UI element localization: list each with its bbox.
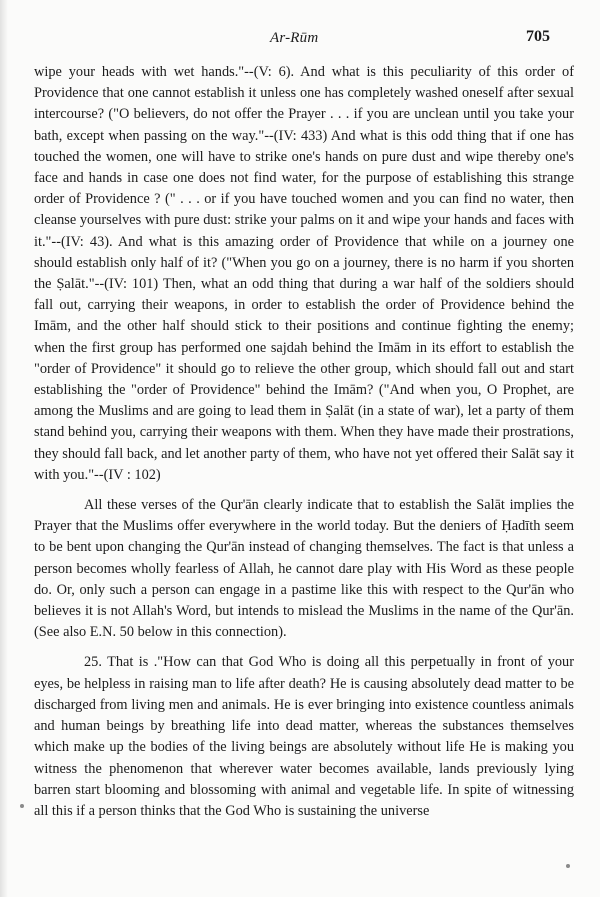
body-text xyxy=(34,62,574,822)
running-head: Ar-Rūm xyxy=(270,30,319,46)
ink-speck xyxy=(566,864,570,868)
page-number: 705 xyxy=(526,28,550,45)
paragraph-1: wipe your heads with wet hands."--(V: 6). And what is this peculiarity of this order of Providence that one cannot establish it unless one has completely washed oneself after sexual intercourse? ("O believers, do not offer the Prayer . . . if you are unclean until you take your bath, except when passing on the way."--(IV: 433) And what is this odd thing that if one has touched the women, one will have to strike one's hands on pure dust and wipe thereby one's face and hands in case one does not find water, for the purpose of establishing this strange order of Providence ? (" . . . or if you have touched women and you can find no water, then cleanse yourselves with pure dust: strike your palms on it and wipe your hands and faces with it."--(IV: 43). And what is this amazing order of Providence that while on a journey one should establish only half of it? ("When you go on a journey, there is no harm if you shorten the Ṣalāt."--(IV: 101) Then, what an odd thing that during a war half of the soldiers should fall out, carrying their weapons, in order to establish the order of Providence behind the Imām, and the other half should stick to their positions and continue fighting the enemy; when the first group has performed one sajdah behind the Imām in its effort to establish the "order of Providence" it should go to relieve the other group, which should fall out and start establishing the "order of Providence" behind the Imām? ("And when you, O Prophet, are among the Muslims and are going to lead them in Ṣalāt (in a state of war), let a party of them stand behind you, carrying their weapons with them. When they have made their prostrations, they should fall back, and let another party of them, who have not yet offered their Salāt say it with you."--(IV : 102) xyxy=(34,64,574,483)
ink-speck xyxy=(20,804,24,808)
paragraph-3: 25. That is ."How can that God Who is doing all this perpetually in front of your eyes, be helpless in raising man to life after death? He is causing absolutely dead matter to be discharged from living men and animals. He is ever bringing into existence countless animals and human beings by breathing life into dead matter, whereas the substances themselves which make up the bodies of the living beings are absolutely without life He is making you witness the phenomenon that wherever water becomes available, lands previously lying barren start blooming and blossoming with animal and vegetable life. In spite of witnessing all this if a person thinks that the God Who is sustaining the universe xyxy=(34,654,574,819)
paragraph-2: All these verses of the Qur'ān clearly indicate that to establish the Salāt implies the Prayer that the Muslims offer everywhere in the world today. But the deniers of Ḥadīth seem to be bent upon changing the Qur'ān instead of changing themselves. The fact is that unless a person becomes wholly fearless of Allah, he cannot dare play with His Word as these people do. Or, only such a person can engage in a pastime like this with respect to the Qur'ān who believes it is not Allah's Word, but intends to mislead the Muslims in the name of the Qur'ān. (See also E.N. 50 below in this connection). xyxy=(34,497,574,641)
page-edge-shadow xyxy=(0,0,8,897)
